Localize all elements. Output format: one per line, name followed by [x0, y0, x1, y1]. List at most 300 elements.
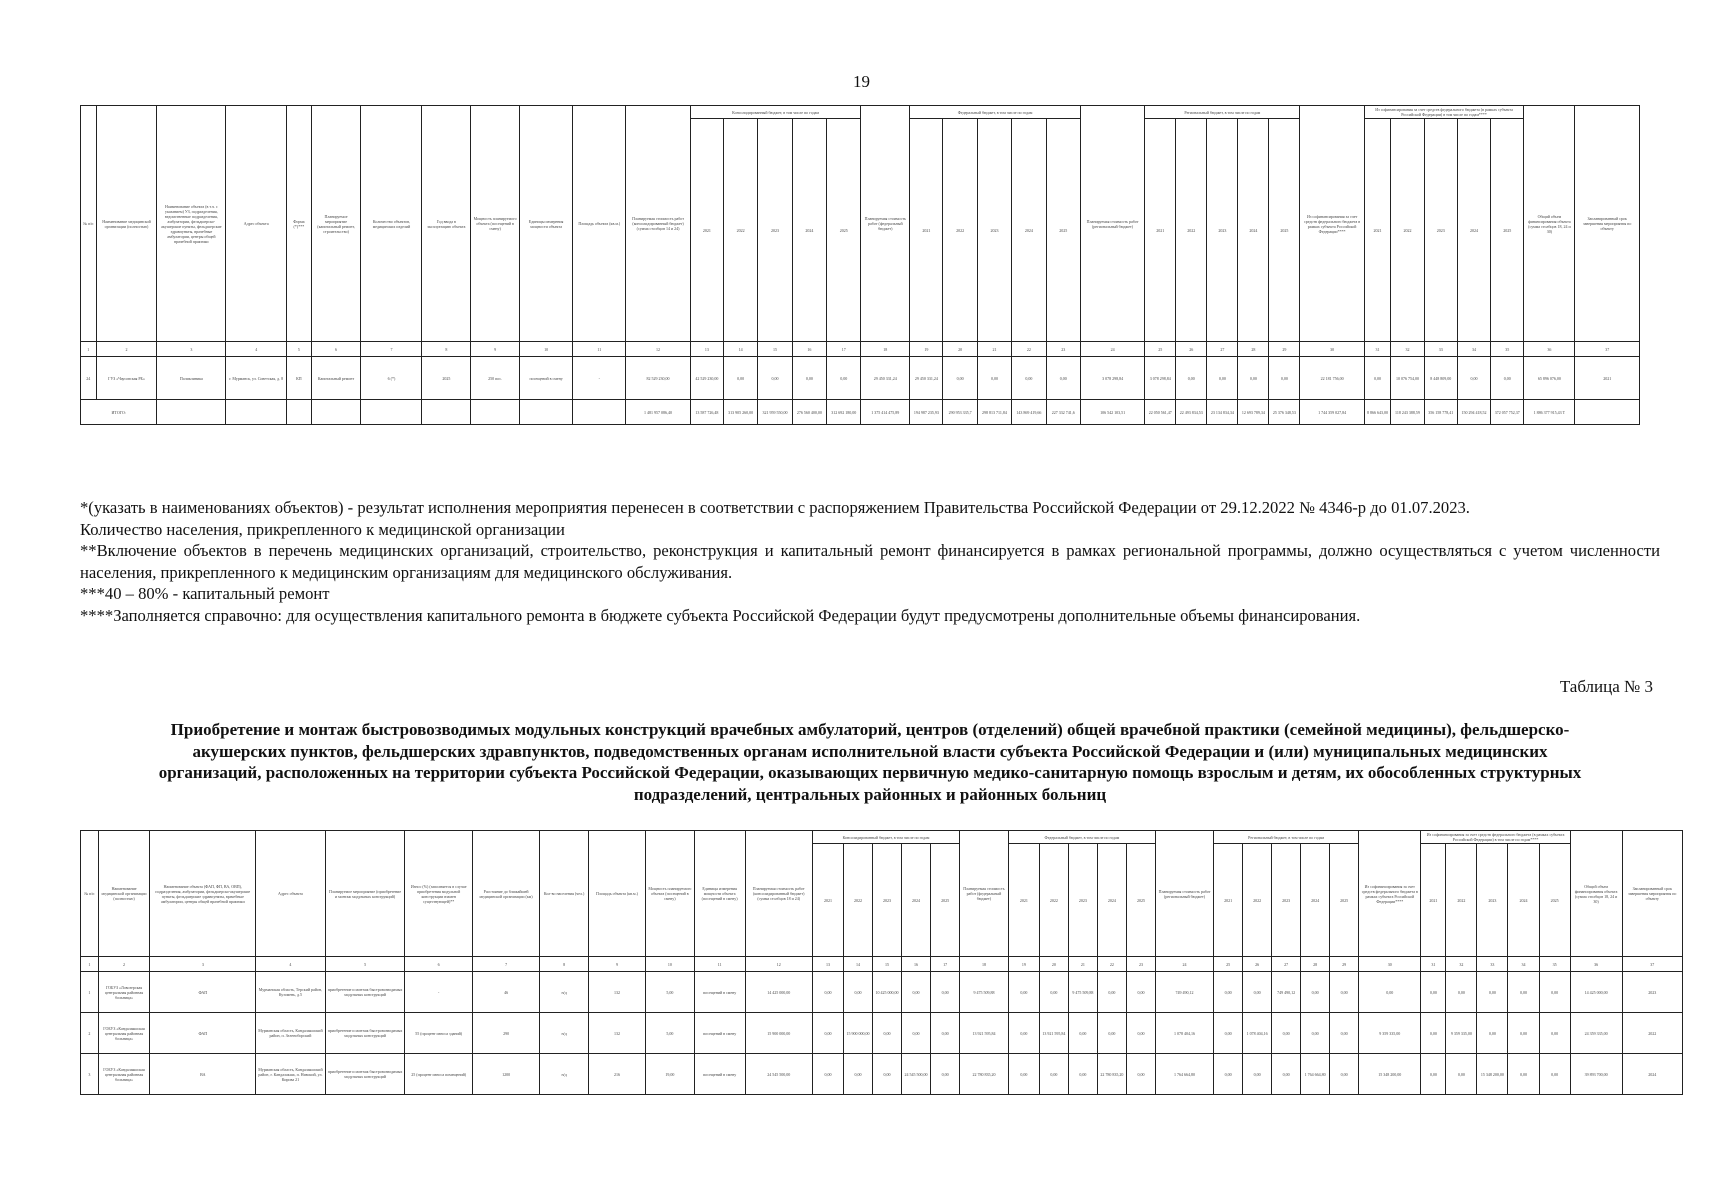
- t2-colnum: 13: [812, 957, 843, 972]
- table-row: [81, 1013, 1683, 1054]
- t1-colnum: 21: [977, 342, 1011, 357]
- t1-colnum: 18: [861, 342, 910, 357]
- t2-cell-cons: 0,00: [902, 972, 931, 1013]
- footnotes: [80, 497, 1660, 626]
- t2-cell-reg: 1 078 404,16: [1156, 1013, 1214, 1054]
- t1-cell-fed-year: 0,00: [943, 357, 977, 400]
- t2-year-header: 2024: [902, 844, 931, 957]
- t2-cell-cofin-year: 0,00: [1446, 972, 1477, 1013]
- t1-total-cofin-year: 8 866 643,00: [1364, 400, 1391, 425]
- t1-header-no: № п/п: [81, 106, 97, 342]
- t2-year-header: 2022: [1446, 844, 1477, 957]
- t2-header-cost: Планируемая стоимость работ (консолидированный бюджет) (сумма столбцов 18 и 24): [745, 831, 812, 957]
- t1-header-area: Площадь объекта (кв.м.): [573, 106, 626, 342]
- t1-colnum: 14: [723, 342, 757, 357]
- t1-total-cost: 1 481 957 086,40: [626, 400, 690, 425]
- t1-year-header: 2022: [1176, 119, 1207, 342]
- t2-year-header: 2025: [1330, 844, 1359, 957]
- t1-cell-reg-year: 0,00: [1269, 357, 1300, 400]
- t2-cell-reg-year: 1 078 404,16: [1243, 1013, 1272, 1054]
- t1-header-unit: Единицы измерения мощности объекта: [520, 106, 573, 342]
- t2-cell-cofin-year: 0,00: [1539, 1054, 1570, 1095]
- t2-cell-dist: 290: [472, 1013, 539, 1054]
- t1-total-reg-year: 25 376 348,53: [1269, 400, 1300, 425]
- t1-colnum: 5: [287, 342, 311, 357]
- t2-cell-readiness: 2022: [1622, 1013, 1682, 1054]
- page-number: 19: [853, 72, 870, 91]
- t2-colnum: 3: [150, 957, 256, 972]
- t1-total-cons: 13 587 726,48: [690, 400, 723, 425]
- t1-header-address: Адрес объекта: [226, 106, 287, 342]
- t2-cell-fed-year: 0,00: [1068, 1054, 1097, 1095]
- t2-colnum: 2: [98, 957, 150, 972]
- t2-header-power: Мощность планируемого объекта (посещений в смену): [646, 831, 695, 957]
- t2-cell-no: 3: [81, 1054, 99, 1095]
- t1-header-readiness: Запланированный срок завершения мероприятия по объекту: [1575, 106, 1640, 342]
- t2-cell-name: ГОБУЗ «Кандалакшская центральная районная больница»: [98, 1013, 150, 1054]
- t2-cell-name: ГОБУЗ «Кандалакшская центральная районная больница»: [98, 1054, 150, 1095]
- t1-cell-event: Капитальный ремонт: [311, 357, 361, 400]
- t1-total-empty: [520, 400, 573, 425]
- t1-year-header: 2022: [723, 119, 757, 342]
- t2-colnum: 19: [1008, 957, 1039, 972]
- t2-cell-cons: 0,00: [873, 1013, 902, 1054]
- t2-colnum: 22: [1097, 957, 1126, 972]
- t2-cell-cons: 0,00: [873, 1054, 902, 1095]
- t1-colnum: 29: [1269, 342, 1300, 357]
- t2-colnum: 25: [1214, 957, 1243, 972]
- t2-cell-cofin-year: 9 359 335,00: [1446, 1013, 1477, 1054]
- t2-cell-cons: 0,00: [902, 1013, 931, 1054]
- t1-total-cofin-year: 356 158 778,41: [1424, 400, 1457, 425]
- t1-cell-power: 250 пос.: [471, 357, 520, 400]
- t2-year-header: 2024: [1508, 844, 1539, 957]
- t1-year-header: 2022: [943, 119, 977, 342]
- t2-cell-readiness: 2023: [1622, 972, 1682, 1013]
- t2-cell-fed-year: 0,00: [1126, 1054, 1155, 1095]
- t1-total-fed-year: 227 332 741,6: [1046, 400, 1080, 425]
- t1-total-cons: 312 692 180,00: [827, 400, 861, 425]
- t2-cell-object: ВА: [150, 1054, 256, 1095]
- t2-cell-fed: 22 780 835,20: [960, 1054, 1009, 1095]
- t2-cell-cofin-year: 0,00: [1421, 972, 1446, 1013]
- t2-group-fed: Федеральный бюджет, в том числе по годам: [1008, 831, 1155, 844]
- t2-cell-cons: 24 545 500,00: [902, 1054, 931, 1095]
- t1-year-header: 2022: [1391, 119, 1424, 342]
- t1-colnum: 9: [471, 342, 520, 357]
- t1-header-count: Количество объектов, медицинских изделий: [361, 106, 422, 342]
- t2-cell-fed-year: 0,00: [1126, 972, 1155, 1013]
- t2-cell-cofin-year: 0,00: [1508, 972, 1539, 1013]
- t2-cell-fed: 13 921 595,84: [960, 1013, 1009, 1054]
- t2-colnum: 9: [588, 957, 645, 972]
- t2-header-event: Планируемое мероприятие (приобретение и монтаж модульных конструкций): [325, 831, 405, 957]
- t1-year-header: 2023: [758, 119, 792, 342]
- t1-cell-form: КП: [287, 357, 311, 400]
- t2-cell-cofin-year: 0,00: [1539, 972, 1570, 1013]
- t2-cell-cons: 0,00: [812, 1013, 843, 1054]
- t2-colnum: 21: [1068, 957, 1097, 972]
- footnote-2: Количество населения, прикрепленного к медицинской организации: [80, 519, 565, 539]
- t1-colnum: 2: [96, 342, 157, 357]
- t1-colnum: 6: [311, 342, 361, 357]
- t1-colnum: 22: [1012, 342, 1046, 357]
- t2-year-header: 2022: [1039, 844, 1068, 957]
- t1-colnum: 3: [157, 342, 226, 357]
- t1-year-header: 2025: [1269, 119, 1300, 342]
- t1-cell-cofin-year: 0,00: [1491, 357, 1524, 400]
- table-modular-constructions: [80, 830, 1683, 1095]
- t1-header-object: Наименование объекта (в т.ч. с указанием) УЗ, подразделения, ведомственные подразделения, амбулатории, фельдшерско-акушерские пункты, фельдшерские здравпункты, врачебные амбулатории, центры общей врачебной практики: [157, 106, 226, 342]
- t2-header-pmu: Единицы измерения мощности объекта (посещений в смену): [694, 831, 745, 957]
- t1-header-year: Год ввода в эксплуатацию объекта: [422, 106, 471, 342]
- t2-cell-cofin: 9 359 335,00: [1359, 1013, 1421, 1054]
- t1-cell-object: Поликлиника: [157, 357, 226, 400]
- t2-cell-unit: посещений в смену: [694, 1054, 745, 1095]
- t1-colnum: 28: [1238, 342, 1269, 357]
- t2-colnum: 37: [1622, 957, 1682, 972]
- t2-year-header: 2023: [1068, 844, 1097, 957]
- t1-total-total: 1 886 377 915,43 Т: [1524, 400, 1575, 425]
- t1-colnum: 19: [910, 342, 943, 357]
- t1-header-power: Мощность планируемого объекта (посещений в смену): [471, 106, 520, 342]
- t1-cell-cofin-year: 0,00: [1364, 357, 1391, 400]
- t2-header-count: Износ (%) (заполняется в случае приобретения модульной конструкции взамен существующей)**: [405, 831, 472, 957]
- t1-total-readiness: [1575, 400, 1640, 425]
- t1-total-cons: 313 905 260,00: [723, 400, 757, 425]
- t1-colnum: 16: [792, 342, 826, 357]
- t1-total-empty: [157, 400, 226, 425]
- t2-cell-no: 1: [81, 972, 99, 1013]
- t1-total-empty: [311, 400, 361, 425]
- t2-cell-reg-year: 0,00: [1243, 972, 1272, 1013]
- t1-colnum: 12: [626, 342, 690, 357]
- t2-cell-fed: 9 475 509,88: [960, 972, 1009, 1013]
- t2-year-header: 2021: [1008, 844, 1039, 957]
- t2-header-year: Кол-во населения (чел.): [540, 831, 589, 957]
- t2-cell-cost: 15 900 000,00: [745, 1013, 812, 1054]
- t2-cell-name: ГОБУЗ «Ловозерская центральная районная больница»: [98, 972, 150, 1013]
- t1-group-cofin: Из софинансирования за счет средств федерального бюджета (в рамках субъекта Российской Федерации) в том числе по годам****: [1364, 106, 1524, 119]
- t1-colnum: 1: [81, 342, 97, 357]
- t2-colnum: 15: [873, 957, 902, 972]
- t1-total-empty: [471, 400, 520, 425]
- t2-cell-fed-year: 0,00: [1097, 1013, 1126, 1054]
- t1-year-header: 2024: [792, 119, 826, 342]
- t1-cell-reg-year: 3 078 298,84: [1145, 357, 1176, 400]
- t1-cell-cons: 0,00: [758, 357, 792, 400]
- footnote-4: ***40 – 80% - капитальный ремонт: [80, 584, 330, 603]
- t1-colnum: 37: [1575, 342, 1640, 357]
- t2-year-header: 2024: [1301, 844, 1330, 957]
- t1-cell-area: -: [573, 357, 626, 400]
- t2-year-header: 2021: [1421, 844, 1446, 957]
- t2-colnum: 16: [902, 957, 931, 972]
- t2-cell-event: приобретение и монтаж быстровозводимых модульных конструкций: [325, 972, 405, 1013]
- t1-total-reg-year: 22 050 561,47: [1145, 400, 1176, 425]
- table-number-label: Таблица № 3: [1559, 677, 1653, 696]
- t1-total-empty: [287, 400, 311, 425]
- t1-cell-cofin-year: 8 448 809,00: [1424, 357, 1457, 400]
- t1-colnum: 10: [520, 342, 573, 357]
- t1-total-label: ИТОГО:: [81, 400, 157, 425]
- t2-cell-fed-year: 0,00: [1097, 972, 1126, 1013]
- t2-cell-cons: 10 425 000,00: [873, 972, 902, 1013]
- t1-year-header: 2025: [1491, 119, 1524, 342]
- t1-cell-cons: 0,00: [792, 357, 826, 400]
- t2-cell-count: -: [405, 972, 472, 1013]
- t2-year-header: 2021: [812, 844, 843, 957]
- t1-year-header: 2023: [977, 119, 1011, 342]
- t2-group-cofin: Из софинансирования за счет средств федерального бюджета (в рамках субъекта Российской Федерации) в том числе по годам****: [1421, 831, 1570, 844]
- t1-year-header: 2021: [1364, 119, 1391, 342]
- t1-total-cofin: 1 744 359 027,84: [1300, 400, 1364, 425]
- t1-cell-unit: посещений в смену: [520, 357, 573, 400]
- t1-colnum: 20: [943, 342, 977, 357]
- t2-cell-cofin-year: 0,00: [1508, 1013, 1539, 1054]
- t2-cell-cofin-year: 0,00: [1446, 1054, 1477, 1095]
- t2-colnum: 28: [1301, 957, 1330, 972]
- t1-total-fed-year: 298 813 711,84: [977, 400, 1011, 425]
- t2-cell-event: приобретение и монтаж быстровозводимых модульных конструкций: [325, 1013, 405, 1054]
- t2-cell-fed-year: 0,00: [1008, 1013, 1039, 1054]
- t2-header-reg: Планируемая стоимость работ (региональный бюджет): [1156, 831, 1214, 957]
- t2-colnum: 29: [1330, 957, 1359, 972]
- t2-colnum: 34: [1508, 957, 1539, 972]
- t1-cell-no: 24: [81, 357, 97, 400]
- t2-colnum: 32: [1446, 957, 1477, 972]
- t1-cell-count: 6 (*): [361, 357, 422, 400]
- t1-total-fed-year: 143 869 419,66: [1012, 400, 1046, 425]
- t2-cell-readiness: 2024: [1622, 1054, 1682, 1095]
- t1-group-fed: Федеральный бюджет, в том числе по годам: [910, 106, 1081, 119]
- t2-cell-no: 2: [81, 1013, 99, 1054]
- t1-total-empty: [226, 400, 287, 425]
- t1-colnum: 8: [422, 342, 471, 357]
- t2-cell-power: 5,00: [646, 972, 695, 1013]
- t2-cell-area: 132: [588, 1013, 645, 1054]
- t2-year-header: 2024: [1097, 844, 1126, 957]
- t2-cell-reg-year: 0,00: [1214, 1013, 1243, 1054]
- t1-colnum: 36: [1524, 342, 1575, 357]
- t2-cell-reg-year: 749 490,12: [1272, 972, 1301, 1013]
- t2-year-header: 2025: [1539, 844, 1570, 957]
- t2-colnum: 12: [745, 957, 812, 972]
- t2-colnum: 30: [1359, 957, 1421, 972]
- t2-cell-reg-year: 0,00: [1214, 972, 1243, 1013]
- t2-cell-cofin-year: 0,00: [1508, 1054, 1539, 1095]
- t2-header-object: Наименование объекта (ФАП, ФП, ВА, ОВП), подразделения, амбулатории, фельдшерско-акушерские пункты, фельдшерские здравпункты, врачебные амбулатории, центры общей врачебной практики: [150, 831, 256, 957]
- t2-colnum: 26: [1243, 957, 1272, 972]
- t1-colnum: 32: [1391, 342, 1424, 357]
- t1-header-fed: Планируемая стоимость работ (федеральный бюджет): [861, 106, 910, 342]
- t2-cell-reg-year: 0,00: [1214, 1054, 1243, 1095]
- t2-colnum: 14: [844, 957, 873, 972]
- table-row: [81, 1054, 1683, 1095]
- t2-colnum: 31: [1421, 957, 1446, 972]
- t2-cell-cons: 0,00: [844, 972, 873, 1013]
- t1-cell-cons: 0,00: [827, 357, 861, 400]
- t2-cell-fed-year: 0,00: [1008, 972, 1039, 1013]
- t2-cell-cofin: 0,00: [1359, 972, 1421, 1013]
- t2-header-dist: Расстояние до ближайшей медицинской организации (км): [472, 831, 539, 957]
- t2-year-header: 2022: [1243, 844, 1272, 957]
- t1-colnum: 35: [1491, 342, 1524, 357]
- t1-total-reg-year: 22 493 834,53: [1176, 400, 1207, 425]
- footnote-5: ****Заполняется справочно: для осуществления капитального ремонта в бюджете субъекта Российской Федерации будут предусмотрены дополнительные объемы финансирования.: [80, 605, 1361, 625]
- t2-colnum: 23: [1126, 957, 1155, 972]
- t1-year-header: 2025: [1046, 119, 1080, 342]
- t1-colnum: 17: [827, 342, 861, 357]
- t2-cell-object: ФАП: [150, 972, 256, 1013]
- t2-cell-cost: 14 425 000,00: [745, 972, 812, 1013]
- t1-colnum: 15: [758, 342, 792, 357]
- t2-group-reg: Региональный бюджет, в том числе по годам: [1214, 831, 1359, 844]
- t2-cell-dist: 46: [472, 972, 539, 1013]
- t1-colnum: 4: [226, 342, 287, 357]
- t1-year-header: 2024: [1012, 119, 1046, 342]
- t2-cell-event: приобретение и монтаж быстровозводимых модульных конструкций: [325, 1054, 405, 1095]
- t1-cell-reg: 3 078 298,84: [1080, 357, 1144, 400]
- t2-colnum: 27: [1272, 957, 1301, 972]
- t2-cell-fed-year: 22 780 835,20: [1097, 1054, 1126, 1095]
- t1-colnum: 11: [573, 342, 626, 357]
- t1-year-header: 2025: [827, 119, 861, 342]
- t2-cell-reg: 749 490,12: [1156, 972, 1214, 1013]
- t1-colnum: 7: [361, 342, 422, 357]
- t2-colnum: 10: [646, 957, 695, 972]
- t2-year-header: 2025: [1126, 844, 1155, 957]
- t2-year-header: 2022: [844, 844, 873, 957]
- t2-header-total: Общий объем финансирования объекта (сумма столбцов 18, 24 и 30): [1570, 831, 1622, 957]
- t2-cell-cons: 0,00: [844, 1054, 873, 1095]
- t1-cell-reg-year: 0,00: [1176, 357, 1207, 400]
- t1-cell-cost: 82 529 230,00: [626, 357, 690, 400]
- t2-year-header: 2023: [1272, 844, 1301, 957]
- t2-cell-cons: 15 900 000,00: [844, 1013, 873, 1054]
- t1-header-name: Наименование медицинской организации (полностью): [96, 106, 157, 342]
- t1-colnum: 30: [1300, 342, 1364, 357]
- t1-total-fed: 1 375 414 475,89: [861, 400, 910, 425]
- t1-colnum: 33: [1424, 342, 1457, 357]
- t2-cell-cofin: 15 348 200,00: [1359, 1054, 1421, 1095]
- t2-cell-power: 5,00: [646, 1013, 695, 1054]
- t1-year-header: 2021: [1145, 119, 1176, 342]
- t2-cell-power: 19,00: [646, 1054, 695, 1095]
- t1-cell-cofin: 22 181 756,00: [1300, 357, 1364, 400]
- t2-year-header: 2023: [1477, 844, 1508, 957]
- t2-header-address: Адрес объекта: [256, 831, 325, 957]
- t2-cell-reg-year: 1 764 664,80: [1301, 1054, 1330, 1095]
- t2-cell-address: Мурманская область, Кандалакшский район, п. Зеленоборский: [256, 1013, 325, 1054]
- t2-cell-reg-year: 0,00: [1272, 1054, 1301, 1095]
- t2-cell-reg: 1 764 664,80: [1156, 1054, 1214, 1095]
- t1-colnum: 26: [1176, 342, 1207, 357]
- t2-colnum: 5: [325, 957, 405, 972]
- t2-year-header: 2021: [1214, 844, 1243, 957]
- t2-colnum: 1: [81, 957, 99, 972]
- t2-colnum: 24: [1156, 957, 1214, 972]
- t2-cell-fed-year: 0,00: [1039, 972, 1068, 1013]
- t1-colnum: 23: [1046, 342, 1080, 357]
- t2-cell-unit: посещений в смену: [694, 1013, 745, 1054]
- t2-cell-dist: 1200: [472, 1054, 539, 1095]
- t1-cell-fed: 29 450 331,24: [861, 357, 910, 400]
- t1-group-reg: Региональный бюджет, в том числе по годам: [1145, 106, 1300, 119]
- t2-cell-fed-year: 13 921 595,84: [1039, 1013, 1068, 1054]
- t2-cell-reg-year: 0,00: [1330, 1013, 1359, 1054]
- t2-cell-fed-year: 0,00: [1126, 1013, 1155, 1054]
- t2-cell-cost: 24 545 500,00: [745, 1054, 812, 1095]
- t2-cell-area: 132: [588, 972, 645, 1013]
- t2-cell-cofin-year: 0,00: [1421, 1054, 1446, 1095]
- t2-cell-year: н/д: [540, 972, 589, 1013]
- t2-colnum: 18: [960, 957, 1009, 972]
- t2-cell-fed-year: 0,00: [1068, 1013, 1097, 1054]
- t1-year-header: 2023: [1424, 119, 1457, 342]
- table-row: [81, 972, 1683, 1013]
- t2-cell-reg-year: 0,00: [1301, 1013, 1330, 1054]
- t2-cell-total: 24 359 335,00: [1570, 1013, 1622, 1054]
- t2-colnum: 36: [1570, 957, 1622, 972]
- t2-year-header: 2025: [931, 844, 960, 957]
- t1-total-empty: [422, 400, 471, 425]
- t1-year-header: 2023: [1207, 119, 1238, 342]
- t2-cell-cofin-year: 0,00: [1539, 1013, 1570, 1054]
- t1-cell-fed-year: 0,00: [1012, 357, 1046, 400]
- t1-year-header: 2021: [690, 119, 723, 342]
- t2-cell-cons: 0,00: [931, 1013, 960, 1054]
- t1-colnum: 34: [1457, 342, 1490, 357]
- t2-cell-reg-year: 0,00: [1301, 972, 1330, 1013]
- t2-cell-count: 25 (процент износа помещений): [405, 1054, 472, 1095]
- t1-cell-reg-year: 0,00: [1207, 357, 1238, 400]
- t1-cell-fed-year: 0,00: [1046, 357, 1080, 400]
- t1-cell-reg-year: 0,00: [1238, 357, 1269, 400]
- t2-cell-year: н/д: [540, 1054, 589, 1095]
- t2-cell-cons: 0,00: [812, 972, 843, 1013]
- t1-total-reg: 106 542 103,51: [1080, 400, 1144, 425]
- t2-cell-cofin-year: 15 348 200,00: [1477, 1054, 1508, 1095]
- t2-year-header: 2023: [873, 844, 902, 957]
- t1-colnum: 24: [1080, 342, 1144, 357]
- t2-group-cons: Консолидированный бюджет, в том числе по годам: [812, 831, 959, 844]
- t1-colnum: 25: [1145, 342, 1176, 357]
- t1-cell-year: 2025: [422, 357, 471, 400]
- t1-total-fed-year: 194 987 235,93: [910, 400, 943, 425]
- t1-header-form: Форма (*)***: [287, 106, 311, 342]
- t1-cell-fed-year: 29 450 331,24: [910, 357, 943, 400]
- t2-cell-address: Мурманская область, Кандалакшский район, г. Кандалакша, п. Нивский, ул. Кирова 21: [256, 1054, 325, 1095]
- t2-cell-total: 14 425 000,00: [1570, 972, 1622, 1013]
- t2-colnum: 4: [256, 957, 325, 972]
- t2-cell-cofin-year: 0,00: [1477, 972, 1508, 1013]
- t2-colnum: 7: [472, 957, 539, 972]
- t2-header-no: № п/п: [81, 831, 99, 957]
- t1-cell-readiness: 2021: [1575, 357, 1640, 400]
- t2-cell-reg-year: 0,00: [1272, 1013, 1301, 1054]
- t1-cell-total: 65 896 076,00: [1524, 357, 1575, 400]
- t1-header-cost: Планируемая стоимость работ (консолидированный бюджет) (сумма столбцов 14 и 24): [626, 106, 690, 342]
- t1-colnum: 13: [690, 342, 723, 357]
- t1-total-empty: [573, 400, 626, 425]
- t2-cell-reg-year: 0,00: [1330, 972, 1359, 1013]
- footnote-3: **Включение объектов в перечень медицинских организаций, строительство, реконструкция и капитальный ремонт финансируется в рамках региональной программы, должно осуществляться с учетом численности населения, прикрепленного к медицинским организациям для медицинского обслуживания.: [80, 541, 1660, 582]
- t2-cell-cons: 0,00: [931, 1054, 960, 1095]
- t1-year-header: 2024: [1457, 119, 1490, 342]
- t2-cell-fed-year: 9 475 509,88: [1068, 972, 1097, 1013]
- t2-cell-cofin-year: 0,00: [1421, 1013, 1446, 1054]
